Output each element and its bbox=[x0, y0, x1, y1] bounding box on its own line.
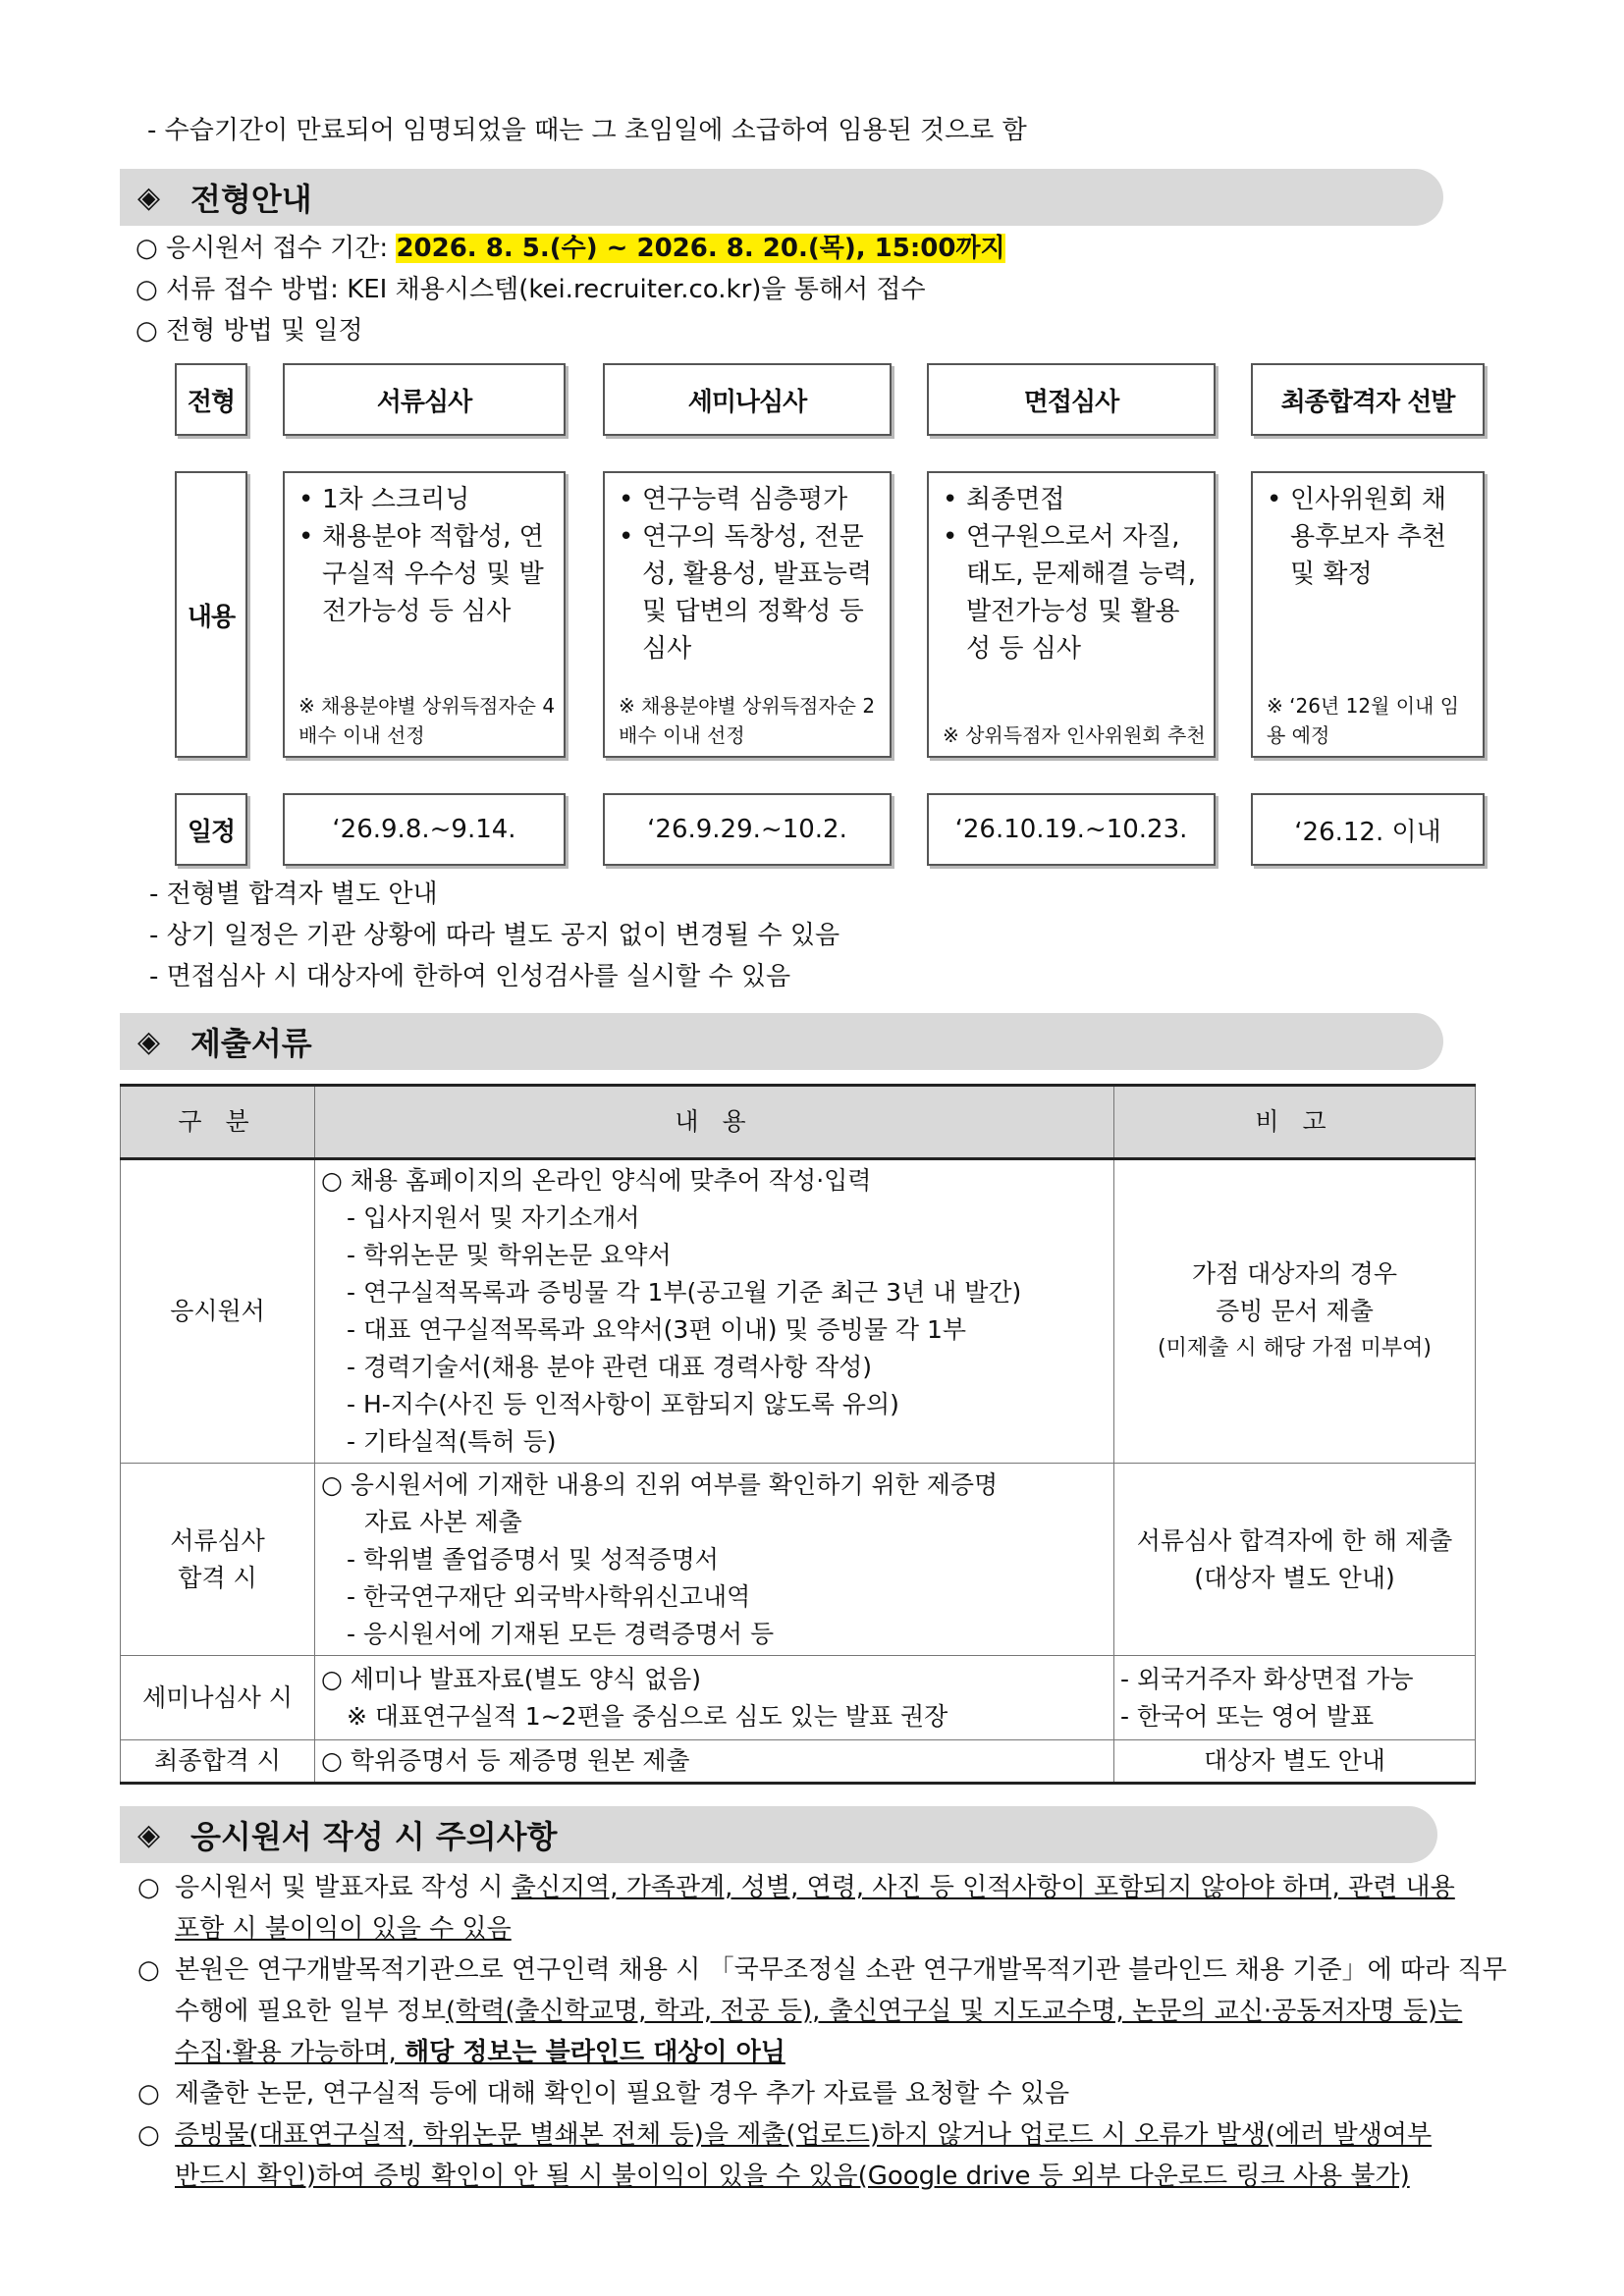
row-remark bbox=[1114, 1740, 1476, 1784]
step-bullet: 연구의 독창성, 전문성, 활용성, 발표능력 및 답변의 정확성 등 심사 bbox=[642, 522, 872, 664]
row-remark bbox=[1114, 1464, 1476, 1656]
step-bullet: 연구능력 심층평가 bbox=[642, 485, 848, 514]
schedule-value: ‘26.12. 이내 bbox=[1294, 817, 1441, 847]
list-item: - 학위논문 및 학위논문 요약서 bbox=[347, 1241, 672, 1269]
section-header-cautions bbox=[120, 1806, 1437, 1863]
application-period bbox=[135, 232, 1005, 265]
schedule-label: 일정 bbox=[187, 817, 236, 847]
caution-item bbox=[137, 2114, 1532, 2197]
schedule-value: ‘26.10.19.~10.23. bbox=[954, 815, 1188, 844]
caution-text-underlined: 반드시 확인)하여 증빙 확인이 안 될 시 불이익이 있을 수 있음(Google drive 등 외부 다운로드 링크 사용 불가) bbox=[175, 2162, 1410, 2191]
list-item: ※ 대표연구실적 1~2편을 중심으로 심도 있는 발표 권장 bbox=[347, 1701, 948, 1731]
row-remark bbox=[1114, 1656, 1476, 1740]
step-interview bbox=[927, 363, 1216, 436]
documents-table bbox=[120, 1084, 1476, 1785]
list-item: - 응시원서에 기재된 모든 경력증명서 등 bbox=[347, 1619, 775, 1648]
period-label: ○ 응시원서 접수 기간: bbox=[135, 234, 397, 263]
step-name: 서류심사 bbox=[376, 387, 472, 417]
section-title: 제출서류 bbox=[190, 1025, 312, 1062]
caution-text: 본원은 연구개발목적기관으로 연구인력 채용 시 「국무조정실 소관 연구개발목적기관 블라인드 채용 기준」에 따라 직무 bbox=[175, 1955, 1507, 1985]
step-note: ※ 상위득점자 인사위원회 추천 bbox=[943, 723, 1206, 747]
caution-text-underlined: 출신지역, 가족관계, 성별, 연령, 사진 등 인적사항이 포함되지 않아야 하며, 관련 내용 bbox=[511, 1873, 1455, 1902]
content-row-label bbox=[175, 471, 247, 758]
schedule-title: ○ 전형 방법 및 일정 bbox=[135, 316, 363, 346]
step-content-final-selection: • 인사위원회 채용후보자 추천 및 확정 ※ ‘26년 12월 이내 임용 예정 bbox=[1251, 471, 1485, 758]
remark-text: 증빙 문서 제출 bbox=[1216, 1297, 1374, 1325]
period-value: 2026. 8. 5.(수) ~ 2026. 8. 20.(목), 15:00까지 bbox=[396, 234, 1005, 263]
remark-text: (대상자 별도 안내) bbox=[1194, 1563, 1395, 1592]
step-schedule-final-selection bbox=[1251, 793, 1485, 866]
caution-text-underlined: 수집·활용 가능하며, bbox=[175, 2038, 405, 2067]
diamond-icon: ◈ bbox=[137, 180, 161, 215]
row-items bbox=[315, 1159, 1114, 1464]
remark-text: - 외국거주자 화상면접 가능 bbox=[1120, 1664, 1414, 1693]
caution-item bbox=[137, 2073, 1532, 2114]
list-item: - 경력기술서(채용 분야 관련 대표 경력사항 작성) bbox=[347, 1353, 873, 1381]
step-schedule-seminar-review bbox=[603, 793, 892, 866]
stage-row-label bbox=[175, 363, 247, 436]
list-item: ○ 응시원서에 기재한 내용의 진위 여부를 확인하기 위한 제증명 bbox=[321, 1469, 999, 1499]
remark-line: - 면접심사 시 대상자에 한하여 인성검사를 실시할 수 있음 bbox=[149, 962, 791, 991]
step-name: 최종합격자 선발 bbox=[1280, 387, 1455, 417]
section-title: 전형안내 bbox=[190, 181, 312, 218]
step-content-seminar-review: • 연구능력 심층평가 • 연구의 독창성, 전문성, 활용성, 발표능력 및 답변의 정확성 등 심사 ※ 채용분야별 상위득점자순 2배수 이내 선정 bbox=[603, 471, 892, 758]
remark-line: - 전형별 합격자 별도 안내 bbox=[149, 880, 438, 909]
cautions-list bbox=[137, 1867, 1532, 2197]
remark-text: 서류심사 합격자에 한 해 제출 bbox=[1136, 1525, 1453, 1555]
table-row-document-pass bbox=[121, 1464, 1476, 1656]
remark-text: 가점 대상자의 경우 bbox=[1191, 1259, 1398, 1288]
step-bullet: 인사위원회 채용후보자 추천 및 확정 bbox=[1290, 485, 1446, 589]
caution-text-bold: 해당 정보는 블라인드 대상이 아님 bbox=[405, 2038, 785, 2067]
step-bullet: 1차 스크리닝 bbox=[322, 485, 470, 514]
caution-text: 제출한 논문, 연구실적 등에 대해 확인이 필요할 경우 추가 자료를 요청할 수 있음 bbox=[175, 2079, 1070, 2109]
section-header-selection-guide bbox=[120, 169, 1443, 226]
section-header-documents bbox=[120, 1013, 1443, 1070]
list-item: ○ 채용 홈페이지의 온라인 양식에 맞추어 작성·입력 bbox=[321, 1166, 872, 1195]
header-category: 구 분 bbox=[121, 1086, 315, 1159]
step-document-review bbox=[283, 363, 566, 436]
list-item: - H-지수(사진 등 인적사항이 포함되지 않도록 유의) bbox=[347, 1390, 899, 1418]
content-label: 내용 bbox=[187, 602, 236, 632]
row-items bbox=[315, 1464, 1114, 1656]
step-final-selection bbox=[1251, 363, 1485, 436]
bullet-icon: ○ bbox=[137, 2079, 160, 2109]
schedule-row-label bbox=[175, 793, 247, 866]
list-item: - 학위별 졸업증명서 및 성적증명서 bbox=[347, 1544, 719, 1574]
remark-text: - 한국어 또는 영어 발표 bbox=[1120, 1701, 1375, 1731]
category-text: 합격 시 bbox=[178, 1563, 257, 1592]
step-content-interview: • 최종면접 • 연구원으로서 자질, 태도, 문제해결 능력, 발전가능성 및 활용성 등 심사 ※ 상위득점자 인사위원회 추천 bbox=[927, 471, 1216, 758]
caution-text: 응시원서 및 발표자료 작성 시 bbox=[175, 1873, 512, 1902]
step-bullet: 연구원으로서 자질, 태도, 문제해결 능력, 발전가능성 및 활용성 등 심사 bbox=[966, 522, 1196, 664]
schedule-value: ‘26.9.8.~9.14. bbox=[332, 815, 516, 844]
step-note: ※ 채용분야별 상위득점자순 4배수 이내 선정 bbox=[298, 694, 556, 747]
submission-method: ○ 서류 접수 방법: KEI 채용시스템(kei.recruiter.co.kr)을 통해서 접수 bbox=[135, 275, 926, 304]
diamond-icon: ◈ bbox=[137, 1024, 161, 1059]
row-category: 최종합격 시 bbox=[121, 1740, 315, 1784]
row-category: 응시원서 bbox=[121, 1159, 315, 1464]
stage-label: 전형 bbox=[187, 387, 236, 417]
step-schedule-document-review bbox=[283, 793, 566, 866]
caution-text: 수행에 필요한 일부 정보 bbox=[175, 1997, 446, 2026]
category-text: 서류심사 bbox=[170, 1525, 265, 1555]
list-item: - 연구실적목록과 증빙물 각 1부(공고월 기준 최근 3년 내 발간) bbox=[347, 1278, 1022, 1307]
bullet-icon: ○ bbox=[137, 2120, 160, 2150]
table-header-row bbox=[121, 1086, 1476, 1159]
caution-item bbox=[137, 1949, 1532, 2073]
schedule-value: ‘26.9.29.~10.2. bbox=[647, 815, 847, 844]
table-row-seminar bbox=[121, 1656, 1476, 1740]
step-content-document-review: • 1차 스크리닝 • 채용분야 적합성, 연구실적 우수성 및 발전가능성 등 심사 ※ 채용분야별 상위득점자순 4배수 이내 선정 bbox=[283, 471, 566, 758]
list-item: ○ 세미나 발표자료(별도 양식 없음) bbox=[321, 1664, 702, 1693]
list-item: 자료 사본 제출 bbox=[364, 1507, 522, 1536]
bullet-icon: ○ bbox=[137, 1873, 160, 1902]
step-name: 면접심사 bbox=[1023, 387, 1119, 417]
step-bullet: 채용분야 적합성, 연구실적 우수성 및 발전가능성 등 심사 bbox=[322, 522, 544, 626]
step-note: ※ 채용분야별 상위득점자순 2배수 이내 선정 bbox=[619, 694, 876, 747]
caution-text-underlined: 증빙물(대표연구실적, 학위논문 별쇄본 전체 등)을 제출(업로드)하지 않거나 업로드 시 오류가 발생(에러 발생여부 bbox=[175, 2120, 1433, 2150]
caution-item bbox=[137, 1867, 1532, 1949]
section-title: 응시원서 작성 시 주의사항 bbox=[190, 1818, 558, 1855]
remark-text: 대상자 별도 안내 bbox=[1204, 1746, 1385, 1775]
row-remark bbox=[1114, 1159, 1476, 1464]
top-note: - 수습기간이 만료되어 임명되었을 때는 그 초임일에 소급하여 임용된 것으로 함 bbox=[147, 116, 1027, 145]
caution-text-underlined: (학력(출신학교명, 학과, 전공 등), 출신연구실 및 지도교수명, 논문의 교신·공동저자명 등)는 bbox=[445, 1997, 1463, 2026]
diamond-icon: ◈ bbox=[137, 1817, 161, 1852]
remark-text: (미제출 시 해당 가점 미부여) bbox=[1158, 1336, 1432, 1361]
list-item: - 대표 연구실적목록과 요약서(3편 이내) 및 증빙물 각 1부 bbox=[347, 1315, 967, 1344]
table-row-final bbox=[121, 1740, 1476, 1784]
header-content: 내 용 bbox=[315, 1086, 1114, 1159]
row-items bbox=[315, 1656, 1114, 1740]
list-item: - 한국연구재단 외국박사학위신고내역 bbox=[347, 1581, 751, 1611]
step-name: 세미나심사 bbox=[687, 387, 807, 417]
step-seminar-review bbox=[603, 363, 892, 436]
bullet-icon: ○ bbox=[137, 1955, 160, 1985]
remark-line: - 상기 일정은 기관 상황에 따라 별도 공지 없이 변경될 수 있음 bbox=[149, 921, 840, 950]
row-items bbox=[315, 1740, 1114, 1784]
list-item: ○ 학위증명서 등 제증명 원본 제출 bbox=[321, 1746, 690, 1775]
row-category bbox=[121, 1464, 315, 1656]
row-category: 세미나심사 시 bbox=[121, 1656, 315, 1740]
step-note: ※ ‘26년 12월 이내 임용 예정 bbox=[1267, 694, 1460, 747]
header-remark: 비 고 bbox=[1114, 1086, 1476, 1159]
list-item: - 기타실적(특허 등) bbox=[347, 1427, 557, 1456]
list-item: - 입사지원서 및 자기소개서 bbox=[347, 1203, 640, 1232]
step-schedule-interview bbox=[927, 793, 1216, 866]
step-bullet: 최종면접 bbox=[966, 485, 1065, 514]
table-row-application bbox=[121, 1159, 1476, 1464]
caution-text-underlined: 포함 시 불이익이 있을 수 있음 bbox=[175, 1914, 512, 1944]
